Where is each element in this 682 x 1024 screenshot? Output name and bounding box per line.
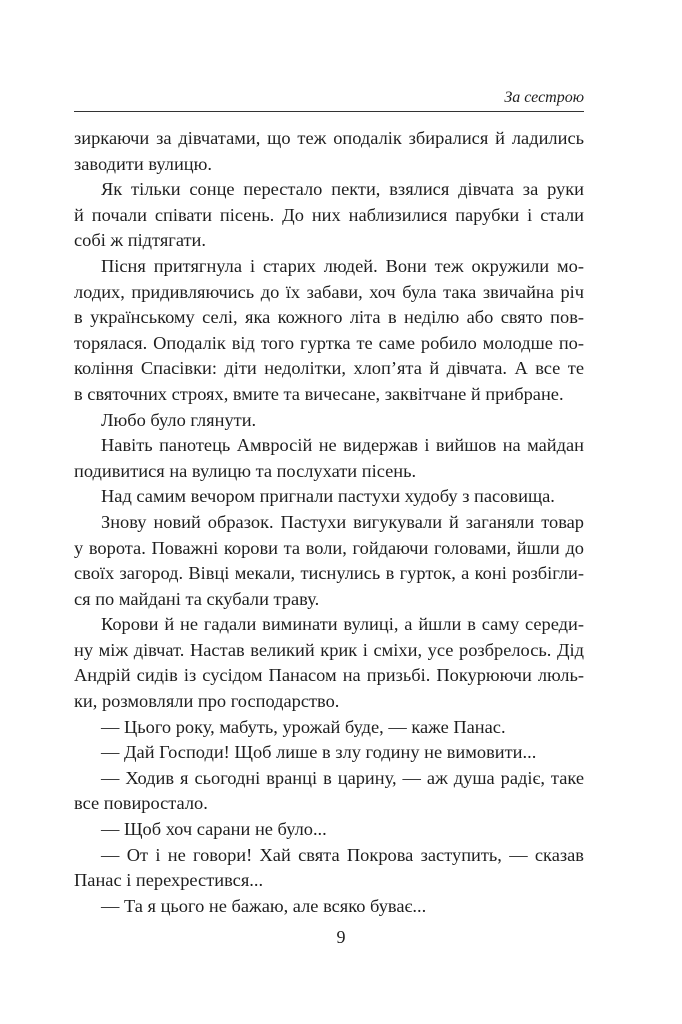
- paragraph-line: у ворота. Поважні корови та воли, гойдаючи головами, йшли до: [74, 537, 584, 558]
- paragraph-line: лодих, придивляючись до їх забави, хоч була така звичайна річ: [74, 281, 584, 302]
- paragraph-line: й почали співати пісень. До них наблизилися парубки і стали: [74, 204, 584, 225]
- running-head: За сестрою: [504, 89, 584, 106]
- paragraph-line: ки, розмовляли про господарство.: [74, 691, 340, 712]
- paragraph-first-line: Над самим вечором пригнали пастухи худобу з пасовища.: [101, 486, 555, 507]
- paragraph-line: своїх загород. Вівці мекали, тиснулись в гурток, а коні розбігли-: [74, 563, 584, 584]
- paragraph-line: подивитися на вулицю та послухати пісень.: [74, 460, 417, 481]
- paragraph-first-line: Корови й не гадали виминати вулиці, а йшли в саму середи-: [101, 614, 584, 635]
- paragraph-line: в святочних строях, вмите та вичесане, заквітчане й прибране.: [74, 383, 564, 404]
- paragraph-line: собі ж підтягати.: [74, 230, 206, 251]
- paragraph-first-line: — Цього року, мабуть, урожай буде, — каже Панас.: [101, 716, 506, 737]
- paragraph-first-line: Навіть панотець Амвросій не видержав і вийшов на майдан: [101, 435, 584, 456]
- paragraph-first-line: Любо було глянути.: [101, 409, 257, 430]
- paragraph-line: коління Спасівки: діти недолітки, хлоп’ята й дівчата. А все те: [74, 358, 584, 379]
- paragraph-line: Панас і перехрестився...: [74, 870, 264, 891]
- header-rule: [74, 111, 584, 112]
- body-text: [74, 126, 584, 919]
- paragraph-line: в українському селі, яка кожного літа в неділю або свято пов-: [74, 307, 584, 328]
- paragraph-first-line: — Дай Господи! Щоб лише в злу годину не вимовити...: [101, 742, 537, 763]
- paragraph-line: заводити вулицю.: [74, 153, 212, 174]
- paragraph-line: все повиростало.: [74, 793, 208, 814]
- paragraph-first-line: зиркаючи за дівчатами, що теж оподалік збиралися й ладились: [74, 128, 584, 148]
- paragraph-first-line: Пісня притягнула і старих людей. Вони теж окружили мо-: [101, 255, 584, 276]
- paragraph-first-line: Знову новий образок. Пастухи вигукували й заганяли товар: [101, 511, 584, 532]
- paragraph-first-line: — Щоб хоч сарани не було...: [101, 819, 327, 840]
- paragraph-first-line: — От і не говори! Хай свята Покрова заступить, — сказав: [101, 844, 584, 865]
- paragraph-line: Андрій сидів із сусідом Панасом на призьбі. Покурюючи люль-: [74, 665, 584, 686]
- paragraph-first-line: — Ходив я сьогодні вранці в царину, — аж душа радіє, таке: [101, 767, 584, 788]
- page-number: 9: [336, 927, 346, 947]
- paragraph-line: ну між дівчат. Настав великий крик і сміхи, усе розбрелось. Дід: [74, 639, 584, 660]
- paragraph-first-line: Як тільки сонце перестало пекти, взялися дівчата за руки: [101, 179, 584, 200]
- paragraph-first-line: — Та я цього не бажаю, але всяко буває...: [101, 895, 427, 916]
- paragraph-line: ся по майдані та скубали траву.: [74, 588, 320, 609]
- paragraph-line: торялася. Оподалік від того гуртка те саме робило молодше по-: [74, 332, 584, 353]
